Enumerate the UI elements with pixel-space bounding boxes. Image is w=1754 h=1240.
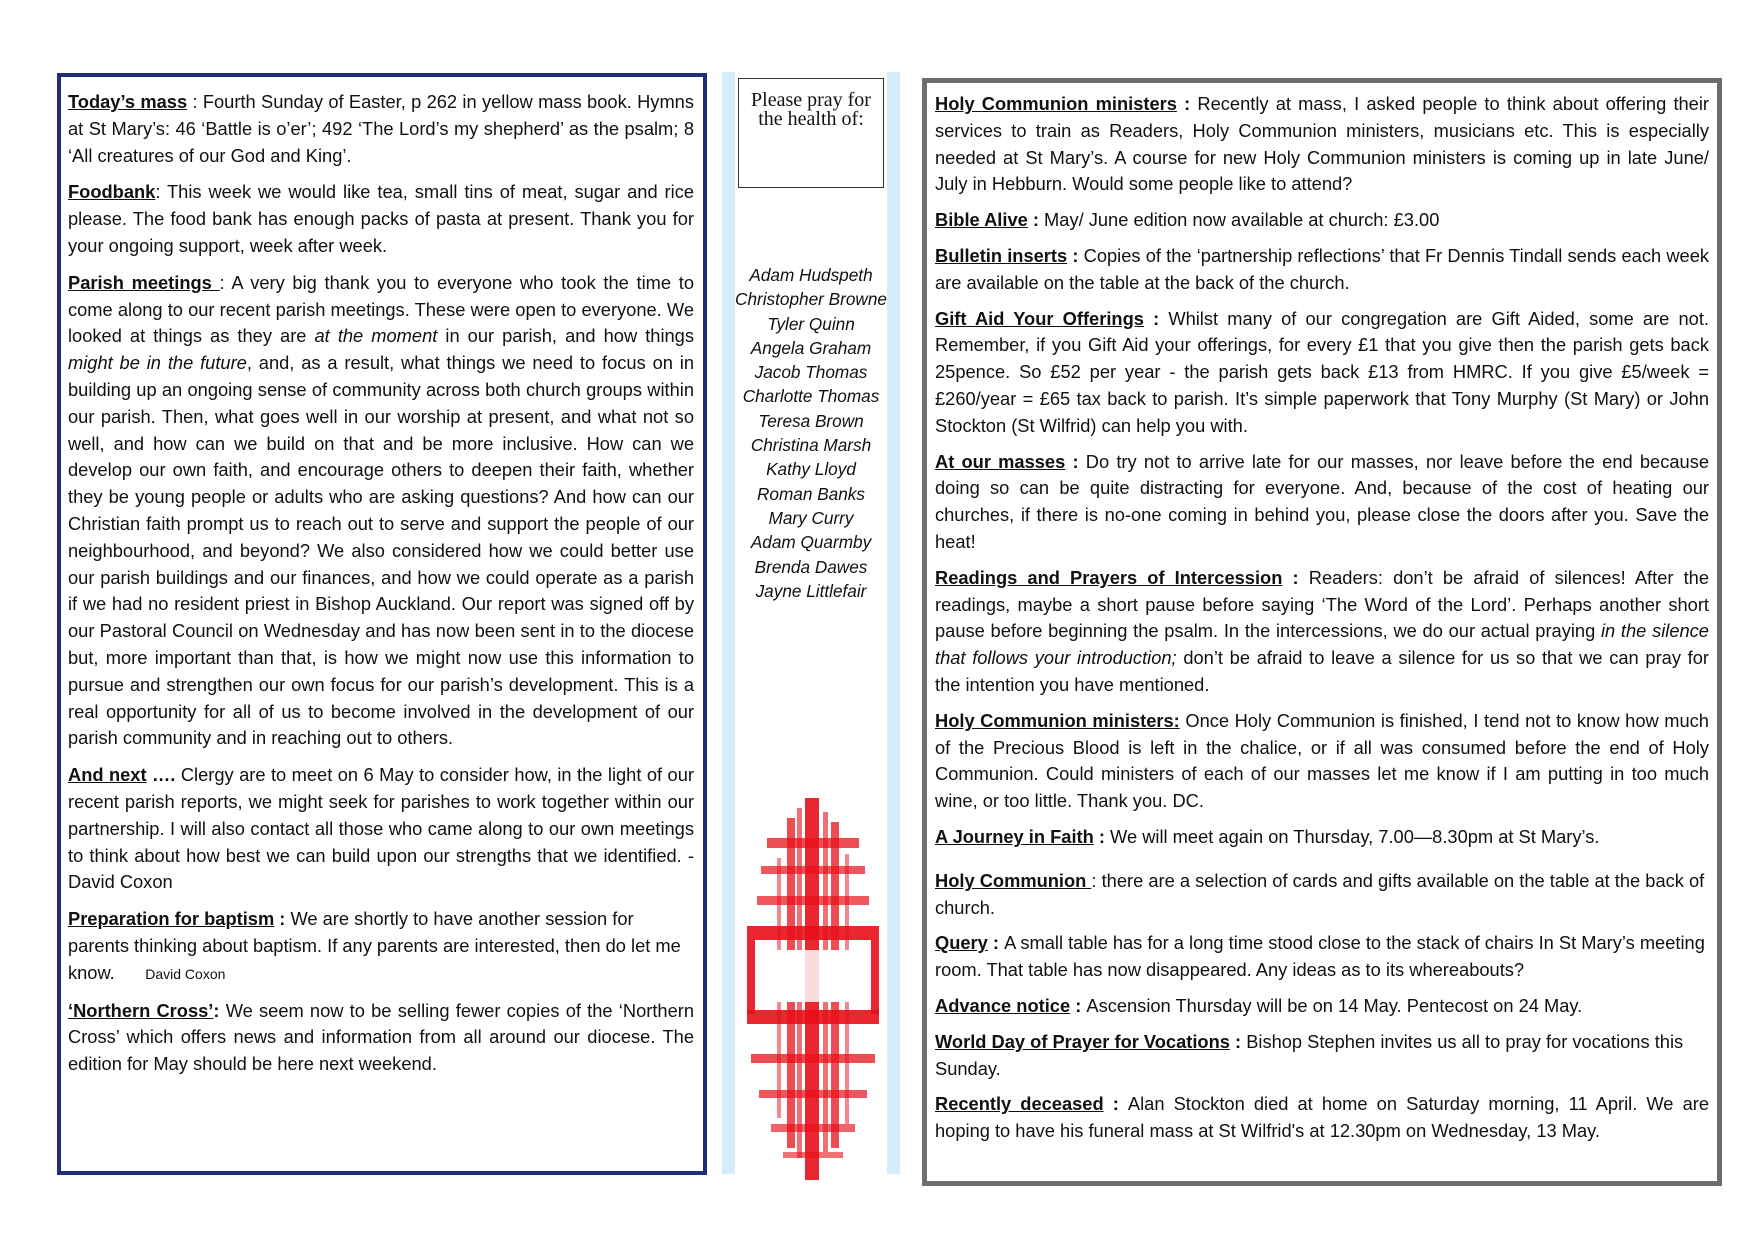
section-text: We seem now to be selling fewer copies of the ‘Northern Cross’ which offers news and information from all around our diocese. The edition for May should be here next weekend. — [68, 999, 694, 1075]
prayer-name: Adam Hudspeth — [749, 265, 873, 285]
prayer-name: Christina Marsh — [750, 435, 872, 456]
section-text: Recently at mass, I asked people to think about offering their services to train as Readers, Holy Communion ministers, musicians etc. This is especially needed at St Mary’s. A course for new Holy Communion ministers is coming up in late June/ July in Hebburn. Would some people like to attend? — [935, 93, 1710, 195]
section-text: there are a selection of cards and gifts available on the table at the back of church. — [935, 869, 1705, 918]
prayer-name: Charlotte Thomas — [742, 386, 880, 407]
section-text: A small table has for a long time stood close to the stack of chairs In St Mary’s meeting room. That table has now disappeared. Any ideas as to its whereabouts? — [935, 932, 1705, 981]
section-hc-ministers-training: Holy Communion ministers : Recently at mass, I asked people to think about offering their services to train as Readers, Holy Communion ministers, musicians etc. This is especially needed at St Mary’s. A course for new Holy Communion ministers is coming up in late June/ July in Hebburn. Would some people like to attend? — [935, 93, 1710, 195]
section-text: Bishop Stephen invites us all to pray for vocations this Sunday. — [935, 1030, 1684, 1079]
section-text: May/ June edition now available at church: £3.00 — [1044, 209, 1440, 231]
section-heading: World Day of Prayer for Vocations — [935, 1030, 1230, 1052]
section-text: Whilst many of our congregation are Gift Aided, some are not. Remember, if you Gift Aid your offerings, for every £1 that you give then the parish gets back 25pence. So £52 per year - the parish gets back £13 from HMRC. If you give £5/week = £260/year = £65 tax back to parish. It’s simple paperwork that Tony Murphy (St Mary) or John Stockton (St Wilfrid) can help you with. — [935, 307, 1709, 436]
section-bulletin-inserts: Bulletin inserts : Copies of the ‘partnership reflections’ that Fr Dennis Tindall sends each week are available on the table at the back of the church. — [935, 244, 1709, 293]
cross-icon — [747, 798, 879, 1180]
section-heading: Gift Aid Your Offerings — [935, 307, 1144, 329]
section-heading: Holy Communion — [935, 869, 1092, 891]
section-heading: Holy Communion ministers — [935, 93, 1177, 114]
section-text: Clergy are to meet on 6 May to consider how, in the light of our recent parish reports, we might seek for parishes to work together within our partnership. I will also contact all those who came along to our own meetings to think about how best we can build upon our strengths that we identified. - David Coxon — [68, 764, 694, 893]
section-heading: Readings and Prayers of Intercession — [935, 566, 1283, 588]
section-advance-notice: Advance notice : Ascension Thursday will be on 14 May. Pentecost on 24 May. — [935, 994, 1583, 1016]
section-bible-alive: Bible Alive : May/ June edition now available at church: £3.00 — [935, 209, 1440, 231]
prayer-name: Roman Banks — [757, 483, 865, 504]
prayer-name: Kathy Lloyd — [766, 459, 856, 480]
section-journey-in-faith: A Journey in Faith : We will meet again on Thursday, 7.00—8.30pm at St Mary’s. — [935, 825, 1600, 847]
section-northern-cross: ‘Northern Cross’: We seem now to be selling fewer copies of the ‘Northern Cross’ which offers news and information from all around our diocese. The edition for May should be here next weekend. — [68, 999, 694, 1075]
section-holy-communion-cards: Holy Communion : there are a selection of cards and gifts available on the table at the back of church. — [935, 869, 1705, 918]
prayer-name: Jacob Thomas — [754, 362, 868, 383]
left-notices-panel — [57, 73, 707, 1175]
section-text: Copies of the ‘partnership reflections’ that Fr Dennis Tindall sends each week are available on the table at the back of the church. — [935, 244, 1709, 293]
section-text: This week we would like tea, small tins of meat, sugar and rice please. The food bank has enough packs of pasta at present. Thank you for your ongoing support, week after week. — [68, 181, 695, 256]
section-text: Fourth Sunday of Easter, p 262 in yellow mass book. Hymns at St Mary’s: 46 ‘Battle is o’er’; 492 ‘The Lord’s my shepherd’ as the psalm; 8 ‘All creatures of our God and King’. — [68, 91, 694, 166]
prayer-name: Adam Quarmby — [750, 532, 872, 553]
section-query: Query : A small table has for a long time stood close to the stack of chairs In St Mary’s meeting room. That table has now disappeared. Any ideas as to its whereabouts? — [935, 932, 1705, 981]
section-heading: Bulletin inserts — [935, 244, 1068, 266]
section-foodbank: Foodbank: This week we would like tea, small tins of meat, sugar and rice please. The food bank has enough packs of pasta at present. Thank you for your ongoing support, week after week. — [68, 181, 695, 256]
section-gift-aid: Gift Aid Your Offerings : Whilst many of our congregation are Gift Aided, some are not. Remember, if you Gift Aid your offerings, for every £1 that you give then the parish gets back 25pence. So £52 per year - the parish gets back £13 from HMRC. If you give £5/week = £260/year = £65 tax back to parish. It’s simple paperwork that Tony Murphy (St Mary) or John Stockton (St Wilfrid) can help you with. — [935, 307, 1709, 436]
section-at-our-masses: At our masses : Do try not to arrive late for our masses, nor leave before the end because doing so can be quite distracting for everyone. And, because of the cost of heating our churches, if there is no-one coming in behind you, please close the doors after you. Save the heat! — [935, 450, 1709, 552]
prayer-name: Mary Curry — [768, 507, 854, 528]
prayer-name: Teresa Brown — [758, 410, 864, 431]
section-todays-mass: Today’s mass : Fourth Sunday of Easter, p 262 in yellow mass book. Hymns at St Mary’s: 46 ‘Battle is o’er’; 492 ‘The Lord’s my shepherd’ as the psalm; 8 ‘All creatures of our God and King’. — [68, 91, 694, 166]
prayer-title-box — [738, 78, 884, 188]
prayer-name: Christopher Browne — [735, 289, 887, 310]
section-readings: Readings and Prayers of Intercession : Readers: don’t be afraid of silences! After the readings, maybe a short pause before saying ‘The Word of the Lord’. Perhaps another short pause before beginning the psalm. In the intercessions, we do our actual praying in the silence that follows your introduction; don’t be afraid to leave a silence for us so that we can pray for the intention you have mentioned. — [935, 566, 1709, 695]
section-hc-ministers-wine — [935, 708, 1709, 815]
section-and-next: And next …. Clergy are to meet on 6 May to consider how, in the light of our recent parish reports, we might seek for parishes to work together within our partnership. I will also contact all those who came along to our own meetings to think about how best we can build upon our strengths that we identified. - David Coxon — [68, 764, 694, 893]
section-baptism: Preparation for baptism : We are shortly to have another session for parents thinking about baptism. If any parents are interested, then do let me know. David Coxon — [68, 908, 681, 983]
section-heading: Foodbank — [68, 181, 156, 203]
section-heading: And next — [68, 764, 147, 786]
section-heading: ‘Northern Cross’ — [68, 999, 214, 1021]
prayer-name: Jayne Littlefair — [755, 580, 867, 601]
section-heading: Preparation for baptism — [68, 908, 275, 930]
section-heading: Bible Alive — [935, 209, 1028, 231]
signature: David Coxon — [145, 965, 226, 982]
section-heading: A Journey in Faith — [935, 825, 1094, 847]
prayer-name: Tyler Quinn — [767, 313, 855, 334]
section-recently-deceased: Recently deceased : Alan Stockton died at home on Saturday morning, 11 April. We are hoping to have his funeral mass at St Wilfrid's at 12.30pm on Wednesday, 13 May. — [935, 1093, 1709, 1142]
section-heading: Advance notice — [935, 994, 1071, 1016]
section-heading: Holy Communion ministers: — [935, 709, 1180, 731]
section-heading: Today’s mass — [68, 91, 188, 112]
prayer-name: Brenda Dawes — [754, 556, 868, 577]
prayer-names-list — [735, 263, 887, 603]
right-notices-panel — [922, 78, 1722, 1186]
section-text: We are shortly to have another session for parents thinking about baptism. If any parents are interested, then do let me know. — [68, 908, 681, 983]
section-text: Alan Stockton died at home on Saturday morning, 11 April. We are hoping to have his funeral mass at St Wilfrid's at 12.30pm on Wednesday, 13 May. — [935, 1093, 1709, 1142]
section-text: Once Holy Communion is finished, I tend not to know how much of the Precious Blood is left in the chalice, or if all was consumed before the end of Holy Communion. Could ministers of each of our masses let me know if I am putting in too much wine, or too little. Thank you. DC. — [935, 709, 1709, 812]
section-text: Do try not to arrive late for our masses, nor leave before the end because doing so can be quite distracting for everyone. And, because of the cost of heating our churches, if there is no-one coming in behind you, please close the doors after you. Save the heat! — [935, 450, 1709, 552]
prayer-title: Please pray for the health of: — [751, 89, 871, 130]
section-heading: Parish meetings — [68, 271, 220, 293]
section-heading: Query — [935, 932, 988, 954]
section-heading: Recently deceased — [935, 1093, 1104, 1115]
section-heading: At our masses — [935, 450, 1066, 472]
section-text: Ascension Thursday will be on 14 May. Pentecost on 24 May. — [1086, 994, 1583, 1016]
spacer — [935, 860, 1709, 868]
section-parish-meetings: Parish meetings : A very big thank you to everyone who took the time to come along to our recent parish meetings. These were open to everyone. We looked at things as they are at the moment in our parish, and how things might be in the future, and, as a result, what things we need to focus on in building up an ongoing sense of community across both church groups within our parish. Then, what goes well in our worship at present, and what not so well, and how can we build on that and be more inclusive. How can we develop our own faith, and encourage others to deepen their faith, whether they be young people or adults who are asking questions? And how can our Christian faith prompt us to reach out to serve and support the people of our neighbourhood, and beyond? We also considered how we could better use our parish buildings and our finances, and how we could operate as a parish if we had no resident priest in Bishop Auckland. Our report was signed off by our Pastoral Council on Wednesday and has now been sent in to the diocese but, more important than that, is how we might now use this information to pursue and strengthen our own focus for our parish’s development. This is a real opportunity for all of us to become involved in the development of our parish community and in reaching out to others. — [68, 271, 694, 749]
prayer-name: Angela Graham — [750, 337, 872, 358]
section-vocations: World Day of Prayer for Vocations : Bishop Stephen invites us all to pray for vocations this Sunday. — [935, 1030, 1684, 1079]
section-text: We will meet again on Thursday, 7.00—8.30pm at St Mary’s. — [1110, 825, 1600, 847]
